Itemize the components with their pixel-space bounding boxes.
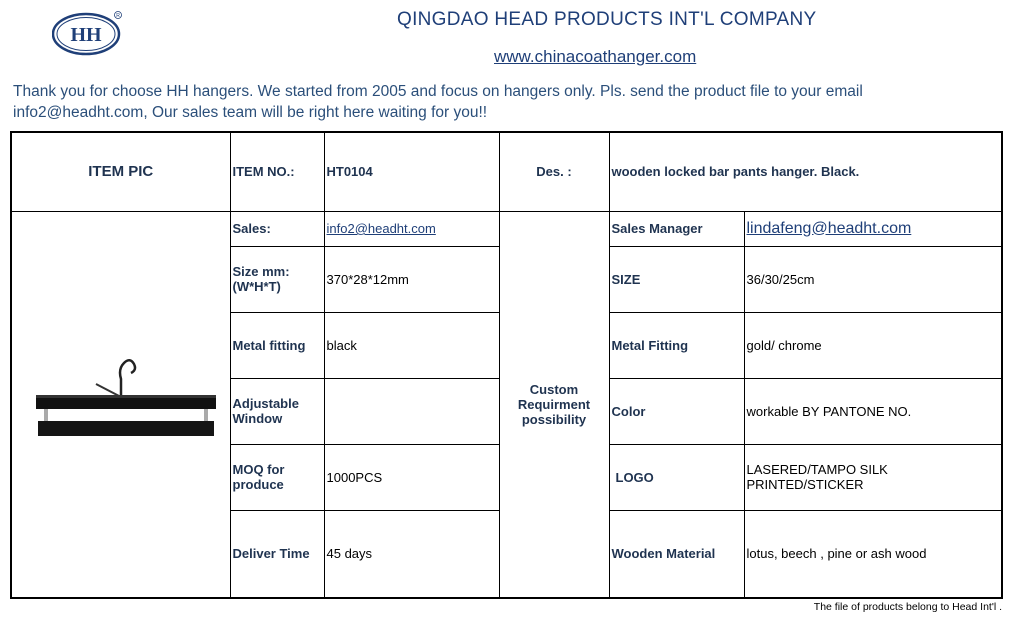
wooden-material-value: lotus, beech , pine or ash wood bbox=[744, 510, 1002, 598]
color-label: Color bbox=[609, 378, 744, 444]
moq-label-1: MOQ for bbox=[232, 462, 285, 477]
adjustable-label-2: Window bbox=[232, 411, 283, 426]
hanger-photo bbox=[26, 339, 216, 469]
svg-text:R: R bbox=[116, 13, 120, 19]
size-value: 36/30/25cm bbox=[744, 246, 1002, 312]
intro-text bbox=[13, 81, 1013, 123]
custom-line-3: possibility bbox=[521, 411, 587, 427]
deliver-time-value: 45 days bbox=[324, 510, 499, 598]
moq-value: 1000PCS bbox=[324, 444, 499, 510]
item-no-label: ITEM NO.: bbox=[230, 132, 324, 211]
moq-label bbox=[230, 444, 324, 510]
intro-line-2: info2@headht.com, Our sales team will be right here waiting for you!! bbox=[13, 104, 488, 121]
custom-line-2: Requirment bbox=[517, 396, 591, 412]
metal-fitting-label: Metal fitting bbox=[230, 312, 324, 378]
product-spec-table bbox=[10, 131, 1003, 599]
metal-fitting-value: black bbox=[324, 312, 499, 378]
metal-fitting-value-2: gold/ chrome bbox=[744, 312, 1002, 378]
item-pic-label: ITEM PIC bbox=[11, 132, 230, 211]
sales-manager-label: Sales Manager bbox=[609, 211, 744, 246]
website-link[interactable]: www.chinacoathanger.com bbox=[494, 47, 697, 66]
metal-fitting-label-2: Metal Fitting bbox=[609, 312, 744, 378]
size-label: SIZE bbox=[609, 246, 744, 312]
size-mm-label-2: (W*H*T) bbox=[232, 279, 281, 294]
deliver-time-label: Deliver Time bbox=[230, 510, 324, 598]
size-mm-value: 370*28*12mm bbox=[324, 246, 499, 312]
company-logo bbox=[52, 10, 124, 56]
adjustable-label-1: Adjustable bbox=[232, 396, 299, 411]
custom-line-1: Custom bbox=[529, 381, 579, 397]
custom-requirement-cell bbox=[499, 211, 609, 598]
sales-label: Sales: bbox=[230, 211, 324, 246]
company-name: QINGDAO HEAD PRODUCTS INT'L COMPANY bbox=[397, 9, 817, 30]
logo-value: LASERED/TAMPO SILK PRINTED/STICKER bbox=[744, 444, 1002, 510]
adjustable-window-value bbox=[324, 378, 499, 444]
footer-note: The file of products belong to Head Int'l . bbox=[813, 601, 1002, 613]
des-value: wooden locked bar pants hanger. Black. bbox=[609, 132, 1002, 211]
item-no-value: HT0104 bbox=[324, 132, 499, 211]
adjustable-window-label bbox=[230, 378, 324, 444]
size-mm-label-1: Size mm: bbox=[232, 264, 290, 279]
intro-line-1: Thank you for choose HH hangers. We started from 2005 and focus on hangers only. Pls. send the product file to your email bbox=[13, 83, 863, 100]
sales-email-link[interactable]: info2@headht.com bbox=[326, 221, 436, 236]
item-photo-cell bbox=[11, 211, 230, 598]
des-label: Des. : bbox=[499, 132, 609, 211]
color-value: workable BY PANTONE NO. bbox=[744, 378, 1002, 444]
size-mm-label bbox=[230, 246, 324, 312]
sales-manager-email-link[interactable]: lindafeng@headht.com bbox=[746, 219, 912, 237]
logo-text: HH bbox=[70, 24, 102, 46]
wooden-material-label: Wooden Material bbox=[609, 510, 744, 598]
moq-label-2: produce bbox=[232, 477, 284, 492]
logo-label: LOGO bbox=[609, 444, 744, 510]
